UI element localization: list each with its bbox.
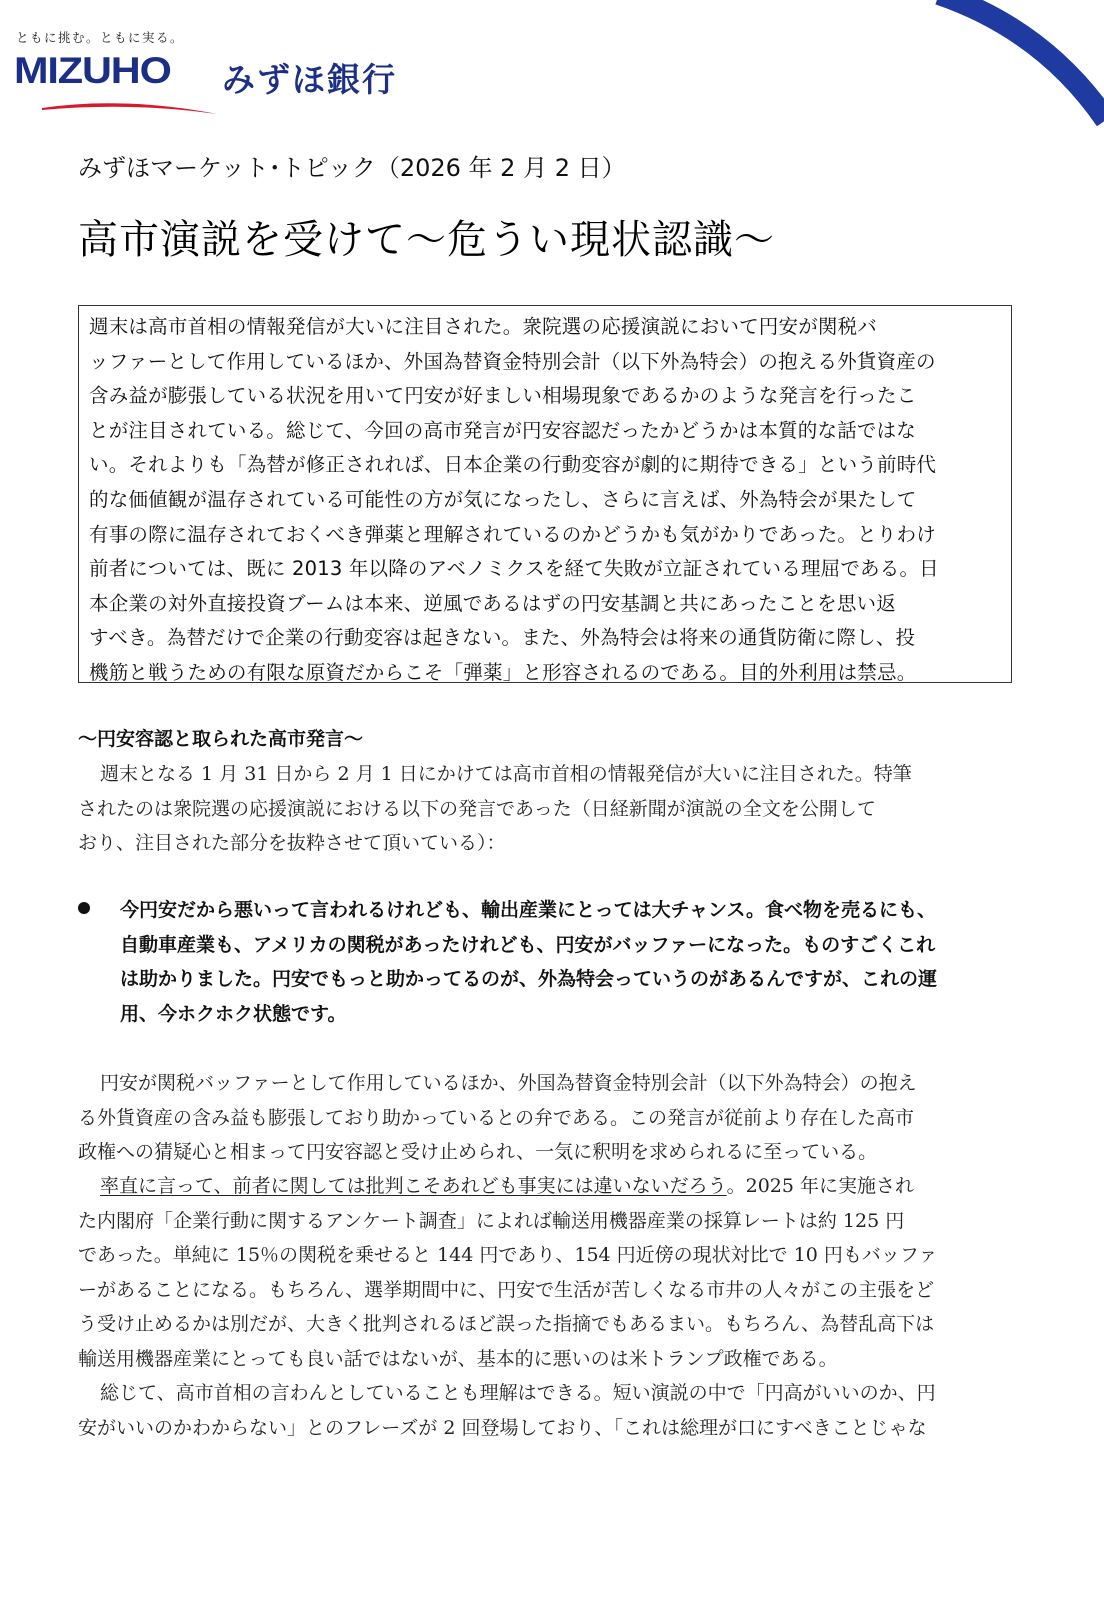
paragraph-line: る外貨資産の含み益も膨張しており助かっているとの弁である。この発言が従前より存在した高市	[78, 1106, 915, 1129]
intro-paragraph	[78, 757, 1018, 861]
summary-line: すべき。為替だけで企業の行動変容は起きない。また、外為特会は将来の通貨防衛に際し、投	[89, 626, 916, 650]
logo-swoosh-icon	[42, 96, 217, 116]
paragraph-line: 週末となる 1 月 31 日から 2 月 1 日にかけては高市首相の情報発信が大いに注目された。特筆	[100, 763, 912, 785]
corner-arc-decoration	[844, 0, 1104, 150]
paragraph-4	[78, 1376, 1018, 1445]
paragraph-3	[78, 1169, 1018, 1376]
quote-line: 自動車産業も、アメリカの関税があったけれども、円安がバッファーになった。ものすごくこれ	[120, 933, 936, 956]
summary-line: 週末は高市首相の情報発信が大いに注目された。衆院選の応援演説において円安が関税バ	[89, 315, 878, 338]
paragraph-line	[78, 1169, 1018, 1204]
paragraph-line: されたのは衆院選の応援演説における以下の発言であった（日経新聞が演説の全文を公開して	[78, 797, 876, 820]
bullet-icon	[78, 902, 90, 914]
paragraph-line: た内閣府「企業行動に関するアンケート調査」によれば輸送用機器産業の採算レートは約 125 円	[78, 1209, 905, 1232]
summary-line: 含み益が膨張している状況を用いて円安が好ましい相場現象であるかのような発言を行ったこ	[89, 384, 917, 408]
summary-box	[78, 305, 1012, 683]
underlined-sentence: 率直に言って、前者に関しては批判こそあれども事実には違いないだろう	[100, 1175, 727, 1197]
paragraph-line: 総じて、高市首相の言わんとしていることも理解はできる。短い演説の中で「円高がいいのか、円	[100, 1382, 936, 1404]
paragraph-line: 輸送用機器産業にとっても良い話ではないが、基本的に悪いのは米トランプ政権である。	[78, 1347, 838, 1370]
paragraph-line: であった。単純に 15％の関税を乗せると 144 円であり、154 円近傍の現状対比で 10 円もバッファ	[78, 1244, 938, 1266]
quote-line: 今円安だから悪いって言われるけれども、輸出産業にとっては大チャンス。食べ物を売るにも、	[120, 899, 937, 921]
section-heading: ～円安容認と取られた高市発言～	[78, 728, 364, 750]
paragraph-line: 円安が関税バッファーとして作用しているほか、外国為替資金特別会計（以下外為特会）の抱え	[100, 1072, 917, 1094]
paragraph-line: ーがあることになる。もちろん、選挙期間中に、円安で生活が苦しくなる市井の人々がこの主張をど	[78, 1278, 935, 1301]
summary-line: 本企業の対外直接投資ブームは本来、逆風であるはずの円安基調と共にあったことを思い返	[89, 591, 896, 615]
summary-line: 機筋と戦うための有限な原資だからこそ「弾薬」と形容されるのである。目的外利用は禁忌。	[89, 660, 917, 684]
summary-line: とが注目されている。総じて、今回の高市発言が円安容認だったかどうかは本質的な話ではな	[89, 418, 917, 442]
logo-brand-en: MIZUHO	[14, 50, 171, 91]
paragraph-line: 政権への猜疑心と相まって円安容認と受け止められ、一気に釈明を求められるに至っている。	[78, 1141, 878, 1163]
logo-brand-jp: みずほ銀行	[222, 60, 397, 99]
sentence-continuation: 。2025 年に実施され	[726, 1175, 915, 1197]
summary-line: 有事の際に温存されておくべき弾薬と理解されているのかどうかも気がかりであった。とりわけ	[89, 522, 936, 546]
report-title: 高市演説を受けて～危うい現状認識～	[78, 217, 775, 263]
summary-line: 前者については、既に 2013 年以降のアベノミクスを経て失敗が立証されている理屈である。日	[89, 557, 939, 581]
report-subtitle: みずほマーケット･トピック（2026 年 2 月 2 日）	[78, 154, 626, 182]
summary-line: い。それよりも「為替が修正されれば、日本企業の行動変容が劇的に期待できる」という前時代	[89, 453, 937, 477]
quote-line: は助かりました。円安でもっと助かってるのが、外為特会っていうのがあるんですが、これの運	[120, 968, 938, 990]
paragraph-2	[78, 1066, 1018, 1170]
mizuho-logo	[12, 26, 432, 116]
summary-line: ッファーとして作用しているほか、外国為替資金特別会計（以下外為特会）の抱える外貨資産の	[89, 349, 936, 373]
summary-line: 的な価値観が温存されている可能性の方が気になったし、さらに言えば、外為特会が果たして	[89, 487, 917, 511]
paragraph-line: う受け止めるかは別だが、大きく批判されるほど誤った指摘でもあるまい。もちろん、為替乱高下は	[78, 1313, 935, 1335]
paragraph-line: 安がいいのかわからない」とのフレーズが 2 回登場しており、「これは総理が口にすべきことじゃな	[78, 1416, 927, 1439]
paragraph-line: おり、注目された部分を抜粋させて頂いている）：	[78, 832, 506, 854]
quote-line: 用、今ホクホク状態です。	[120, 1002, 347, 1025]
logo-tagline: ともに挑む。ともに実る。	[16, 30, 185, 45]
